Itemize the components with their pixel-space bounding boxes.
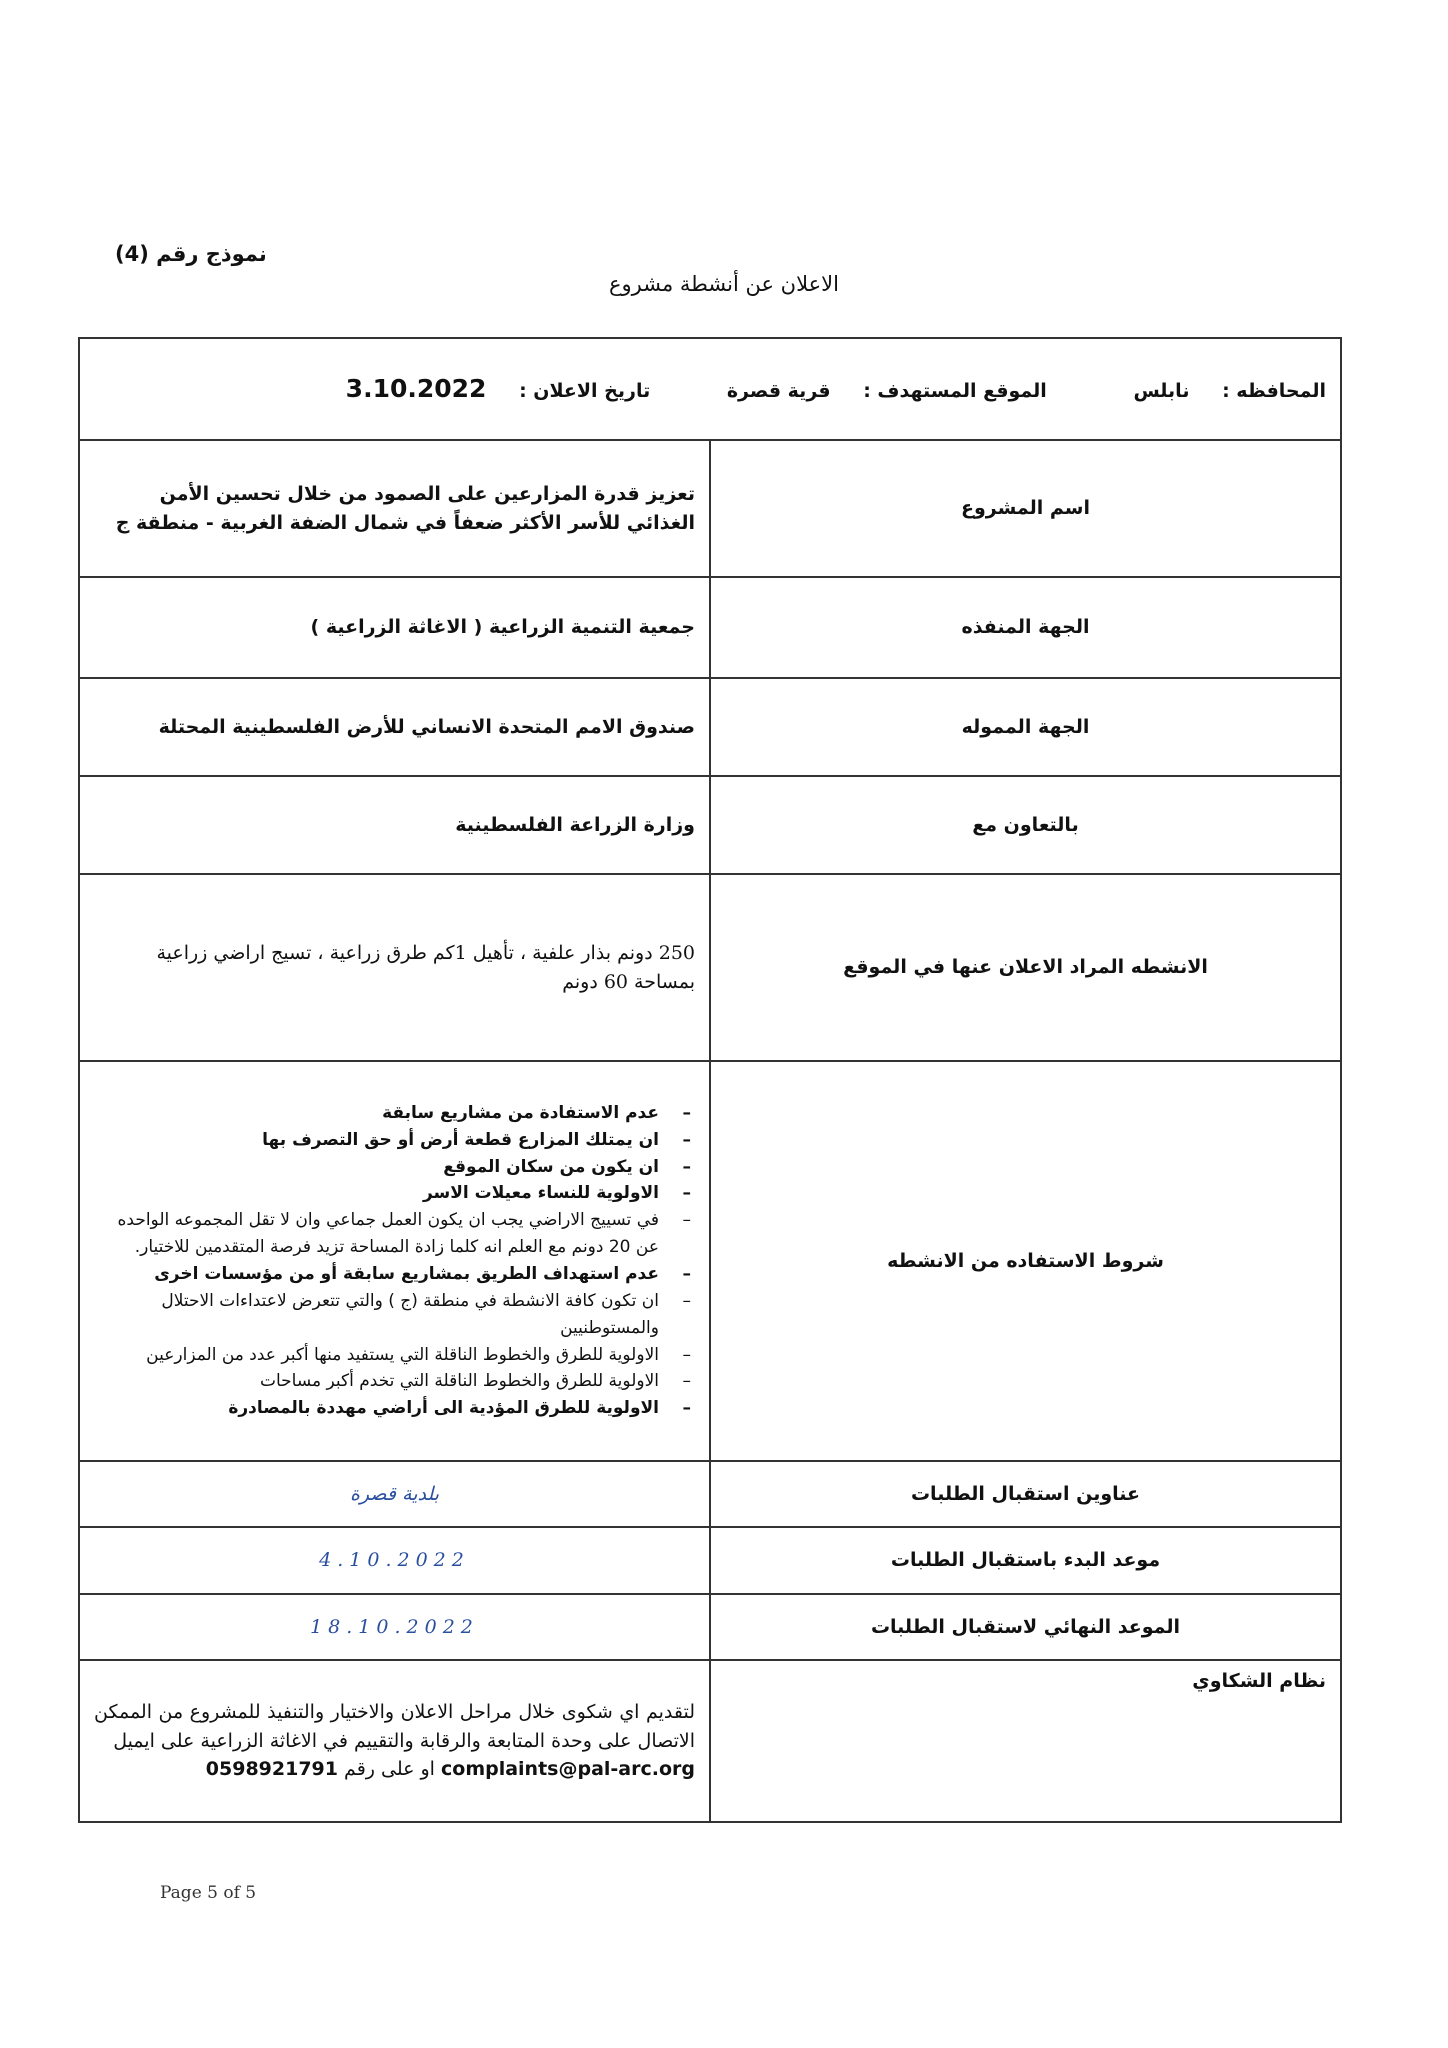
project-name-value: تعزيز قدرة المزارعين على الصمود من خلال تحسين الأمن الغذائي للأسر الأكثر ضعفاً في شمال الضفة الغربية - منطقة ج xyxy=(79,440,710,577)
condition-item: – عدم استهداف الطريق بمشاريع سابقة أو من مؤسسات اخرى xyxy=(110,1261,699,1288)
address-label: عناوين استقبال الطلبات xyxy=(710,1461,1341,1527)
condition-item: – الاولوية للطرق والخطوط الناقلة التي تخدم أكبر مساحات xyxy=(110,1368,699,1395)
complaints-phone: 0598921791 xyxy=(205,1758,338,1781)
complaints-cell xyxy=(79,1660,710,1822)
funder-row xyxy=(79,678,1341,776)
start-date-row xyxy=(79,1527,1341,1594)
implementer-row xyxy=(79,577,1341,678)
site-value: قرية قصرة xyxy=(726,380,831,403)
complaints-label: نظام الشكاوي xyxy=(710,1660,1341,1822)
site-label: الموقع المستهدف : xyxy=(863,380,1047,403)
start-date-handwritten: 4.10.2022 xyxy=(79,1527,710,1594)
implementer-value: جمعية التنمية الزراعية ( الاغاثة الزراعية ) xyxy=(79,577,710,678)
date-value: 3.10.2022 xyxy=(345,374,487,404)
partner-row xyxy=(79,776,1341,874)
conditions-row xyxy=(79,1061,1341,1461)
form-number: نموذج رقم (4) xyxy=(115,242,267,266)
implementer-label: الجهة المنفذه xyxy=(710,577,1341,678)
header-cell xyxy=(79,338,1341,440)
activities-row xyxy=(79,874,1341,1061)
complaints-email[interactable]: complaints@pal-arc.org xyxy=(441,1758,695,1781)
project-name-label: اسم المشروع xyxy=(710,440,1341,577)
announcement-table xyxy=(78,337,1342,1823)
funder-value: صندوق الامم المتحدة الانساني للأرض الفلسطينية المحتلة xyxy=(79,678,710,776)
condition-item: – عدم الاستفادة من مشاريع سابقة xyxy=(110,1100,699,1127)
page-number: Page 5 of 5 xyxy=(160,1883,257,1903)
funder-label: الجهة المموله xyxy=(710,678,1341,776)
partner-value: وزارة الزراعة الفلسطينية xyxy=(79,776,710,874)
conditions-label: شروط الاستفاده من الانشطه xyxy=(710,1061,1341,1461)
condition-item: – الاولوية للطرق والخطوط الناقلة التي يستفيد منها أكبر عدد من المزارعين xyxy=(110,1342,699,1369)
address-row xyxy=(79,1461,1341,1527)
condition-item: – في تسييج الاراضي يجب ان يكون العمل جماعي وان لا تقل المجموعه الواحده عن 20 دونم مع العلم انه كلما زادة المساحة تزيد فرصة المتقدمين للاختيار. xyxy=(110,1207,699,1261)
condition-item: – الاولوية للطرق المؤدية الى أراضي مهددة بالمصادرة xyxy=(110,1395,699,1422)
complaints-text: لتقديم اي شكوى خلال مراحل الاعلان والاختيار والتنفيذ للمشروع من الممكن الاتصال على وحدة المتابعة والرقابة والتقييم في الاغاثة الزراعية على ايميل xyxy=(94,1701,695,1752)
complaints-or-number: او على رقم xyxy=(344,1758,435,1781)
deadline-label: الموعد النهائي لاستقبال الطلبات xyxy=(710,1594,1341,1660)
condition-item: – ان يمتلك المزارع قطعة أرض أو حق التصرف بها xyxy=(110,1127,699,1154)
governorate-label: المحافظه : xyxy=(1222,380,1326,403)
activities-label: الانشطه المراد الاعلان عنها في الموقع xyxy=(710,874,1341,1061)
deadline-handwritten: 18.10.2022 xyxy=(79,1594,710,1660)
conditions-cell xyxy=(79,1061,710,1461)
condition-item: – ان تكون كافة الانشطة في منطقة (ج ) والتي تتعرض لاعتداءات الاحتلال والمستوطنيين xyxy=(110,1288,699,1342)
condition-item: – الاولوية للنساء معيلات الاسر xyxy=(110,1180,699,1207)
conditions-list xyxy=(110,1100,699,1422)
activities-value: 250 دونم بذار علفية ، تأهيل 1كم طرق زراعية ، تسيج اراضي زراعية بمساحة 60 دونم xyxy=(79,874,710,1061)
project-name-row xyxy=(79,440,1341,577)
date-label: تاريخ الاعلان : xyxy=(519,380,651,403)
deadline-row xyxy=(79,1594,1341,1660)
document-title: الاعلان عن أنشطة مشروع xyxy=(609,272,839,296)
condition-item: – ان يكون من سكان الموقع xyxy=(110,1154,699,1181)
partner-label: بالتعاون مع xyxy=(710,776,1341,874)
complaints-row xyxy=(79,1660,1341,1822)
header-row xyxy=(79,338,1341,440)
start-date-label: موعد البدء باستقبال الطلبات xyxy=(710,1527,1341,1594)
governorate-value: نابلس xyxy=(1133,380,1190,403)
address-handwritten: بلدية قصرة xyxy=(79,1461,710,1527)
